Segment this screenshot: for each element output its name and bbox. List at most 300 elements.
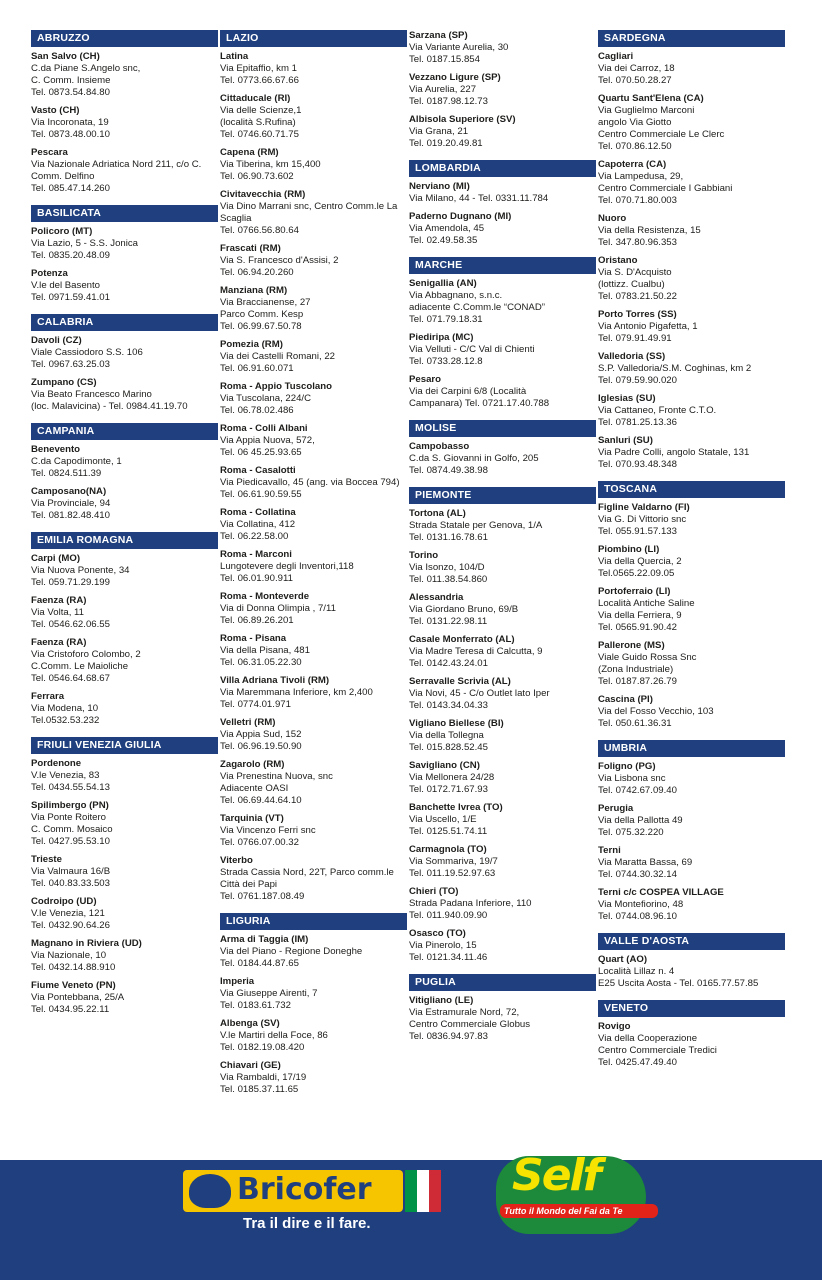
- store-detail: Tel. 06.89.26.201: [220, 615, 294, 626]
- store-detail: Strada Cassia Nord, 22T, Parco comm.le: [220, 867, 394, 878]
- store-name: Zagarolo (RM): [220, 759, 285, 770]
- store-detail: Via Dino Marrani snc, Centro Comm.le La: [220, 201, 398, 212]
- store-name: Carmagnola (TO): [409, 844, 487, 855]
- store-detail: Tel. 0142.43.24.01: [409, 658, 488, 669]
- store-entry: [409, 278, 596, 326]
- bricofer-logo: [183, 1170, 441, 1212]
- store-name: Perugia: [598, 803, 634, 814]
- store-detail: Via del Piano - Regione Doneghe: [220, 946, 363, 957]
- store-detail: Tel. 070.71.80.003: [598, 195, 677, 206]
- store-detail: V.le del Basento: [31, 280, 100, 291]
- store-entry: [409, 760, 596, 796]
- store-entry: [31, 938, 218, 974]
- store-detail: Tel. 0967.63.25.03: [31, 359, 110, 370]
- store-detail: Parco Comm. Kesp: [220, 309, 304, 320]
- store-detail: Strada Padana Inferiore, 110: [409, 898, 532, 909]
- bricofer-logo-box: [183, 1170, 403, 1212]
- store-detail: Via Lisbona snc: [598, 773, 666, 784]
- store-entry: [220, 934, 407, 970]
- store-entry: [220, 633, 407, 669]
- store-detail: Tel. 0131.16.78.61: [409, 532, 488, 543]
- store-detail: Tel. 079.91.49.91: [598, 333, 672, 344]
- region-block: [31, 532, 218, 727]
- store-entry: [409, 592, 596, 628]
- store-detail: E25 Uscita Aosta - Tel. 0165.77.57.85: [598, 978, 759, 989]
- store-entry: [598, 803, 785, 839]
- store-entry: [598, 435, 785, 471]
- store-detail: Tel. 0187.87.26.79: [598, 676, 677, 687]
- store-detail: Località Antiche Saline: [598, 598, 695, 609]
- store-detail: Tel. 0761.187.08.49: [220, 891, 305, 902]
- store-detail: Tel. 06.78.02.486: [220, 405, 294, 416]
- store-detail: C. Comm. Mosaico: [31, 824, 113, 835]
- store-name: Viterbo: [220, 855, 253, 866]
- store-detail: Tel. 0744.08.96.10: [598, 911, 677, 922]
- store-name: Albenga (SV): [220, 1018, 280, 1029]
- store-detail: Tel. 0783.21.50.22: [598, 291, 677, 302]
- store-detail: Via delle Scienze,1: [220, 105, 302, 116]
- store-name: Chieri (TO): [409, 886, 459, 897]
- store-detail: Città dei Papi: [220, 879, 278, 890]
- store-entry: [220, 381, 407, 417]
- region-block: [220, 913, 407, 1096]
- store-name: Vasto (CH): [31, 105, 80, 116]
- store-detail: C.da Piane S.Angelo snc,: [31, 63, 141, 74]
- region-block: [598, 740, 785, 923]
- store-entry: [598, 1021, 785, 1069]
- store-name: Frascati (RM): [220, 243, 281, 254]
- store-detail: Via Rambaldi, 17/19: [220, 1072, 307, 1083]
- store-entry: [220, 423, 407, 459]
- store-entry: [31, 896, 218, 932]
- store-name: Torino: [409, 550, 439, 561]
- store-name: Tarquinia (VT): [220, 813, 284, 824]
- elephant-icon: [189, 1174, 231, 1208]
- store-detail: Tel. 06.22.58.00: [220, 531, 289, 542]
- store-name: Zumpano (CS): [31, 377, 97, 388]
- store-detail: V.le Venezia, 121: [31, 908, 105, 919]
- region-header: LAZIO: [220, 30, 407, 47]
- store-detail: Lungotevere degli Inventori,118: [220, 561, 354, 572]
- store-detail: Via Milano, 44 - Tel. 0331.11.784: [409, 193, 549, 204]
- region-header: CALABRIA: [31, 314, 218, 331]
- store-detail: Tel. 0187.15.854: [409, 54, 480, 65]
- store-entry: [31, 637, 218, 685]
- store-name: Albisola Superiore (SV): [409, 114, 516, 125]
- store-entry: [220, 93, 407, 141]
- store-entry: [409, 844, 596, 880]
- store-name: Foligno (PG): [598, 761, 656, 772]
- store-entry: [220, 549, 407, 585]
- store-detail: C. Comm. Insieme: [31, 75, 111, 86]
- store-entry: [409, 928, 596, 964]
- italian-flag-icon: [405, 1170, 441, 1212]
- store-detail: Tel. 0781.25.13.36: [598, 417, 677, 428]
- store-detail: Centro Commerciale Le Clerc: [598, 129, 725, 140]
- store-detail: Via Madre Teresa di Calcutta, 9: [409, 646, 543, 657]
- store-name: Vigliano Biellese (BI): [409, 718, 504, 729]
- store-detail: Tel. 06.69.44.64.10: [220, 795, 302, 806]
- store-detail: Via di Donna Olimpia , 7/11: [220, 603, 336, 614]
- store-name: Nerviano (MI): [409, 181, 470, 192]
- store-entry: [220, 465, 407, 501]
- store-entry: [31, 758, 218, 794]
- store-entry: [220, 855, 407, 903]
- store-name: Spilimbergo (PN): [31, 800, 109, 811]
- store-detail: (Zona Industriale): [598, 664, 674, 675]
- store-entry: [409, 332, 596, 368]
- store-detail: C.da Capodimonte, 1: [31, 456, 122, 467]
- store-detail: Via della Cooperazione: [598, 1033, 698, 1044]
- store-detail: Tel. 347.80.96.353: [598, 237, 677, 248]
- store-detail: Via Epitaffio, km 1: [220, 63, 297, 74]
- store-name: Cittaducale (RI): [220, 93, 291, 104]
- store-detail: Via Beato Francesco Marino: [31, 389, 152, 400]
- store-detail: Tel. 06.61.90.59.55: [220, 489, 302, 500]
- store-detail: Tel. 015.828.52.45: [409, 742, 488, 753]
- store-detail: Via Ponte Roitero: [31, 812, 107, 823]
- store-name: Roma - Appio Tuscolano: [220, 381, 332, 392]
- column-3: [409, 30, 596, 1053]
- store-name: Terni c/c COSPEA VILLAGE: [598, 887, 724, 898]
- store-detail: Via dei Carpini 6/8 (Località: [409, 386, 527, 397]
- store-detail: C.Comm. Le Maioliche: [31, 661, 129, 672]
- store-name: Portoferraio (LI): [598, 586, 671, 597]
- store-detail: Via Pinerolo, 15: [409, 940, 477, 951]
- region-block: [598, 933, 785, 990]
- store-name: Capoterra (CA): [598, 159, 667, 170]
- store-name: Pallerone (MS): [598, 640, 665, 651]
- region-block: [409, 487, 596, 964]
- store-entry: [598, 845, 785, 881]
- store-entry: [31, 268, 218, 304]
- store-entry: [598, 586, 785, 634]
- store-entry: [220, 147, 407, 183]
- store-detail: Tel. 011.19.52.97.63: [409, 868, 496, 879]
- store-name: Quartu Sant'Elena (CA): [598, 93, 704, 104]
- store-detail: Tel. 0185.37.11.65: [220, 1084, 299, 1095]
- self-logo-word: Self: [512, 1150, 600, 1201]
- store-detail: Tel. 055.91.57.133: [598, 526, 677, 537]
- store-name: Roma - Collatina: [220, 507, 296, 518]
- store-entry: [409, 718, 596, 754]
- store-detail: Via Mellonera 24/28: [409, 772, 495, 783]
- store-entry: [598, 159, 785, 207]
- store-detail: Tel. 0182.19.08.420: [220, 1042, 305, 1053]
- store-detail: Via Montefiorino, 48: [598, 899, 684, 910]
- store-detail: Via Sommariva, 19/7: [409, 856, 498, 867]
- store-name: Vezzano Ligure (SP): [409, 72, 501, 83]
- store-name: Cagliari: [598, 51, 634, 62]
- store-detail: Via Antonio Pigafetta, 1: [598, 321, 698, 332]
- store-detail: Tel. 075.32.220: [598, 827, 664, 838]
- store-name: Terni: [598, 845, 621, 856]
- store-entry: [31, 51, 218, 99]
- store-name: Savigliano (CN): [409, 760, 480, 771]
- store-detail: Tel. 040.83.33.503: [31, 878, 110, 889]
- store-entry: [31, 800, 218, 848]
- store-name: Nuoro: [598, 213, 627, 224]
- store-name: Rovigo: [598, 1021, 631, 1032]
- store-detail: Tel. 0143.34.04.33: [409, 700, 488, 711]
- store-entry: [220, 1018, 407, 1054]
- store-detail: Via Pontebbana, 25/A: [31, 992, 125, 1003]
- store-name: Piediripa (MC): [409, 332, 474, 343]
- store-detail: Via Maremmana Inferiore, km 2,400: [220, 687, 373, 698]
- store-detail: Via Giuseppe Airenti, 7: [220, 988, 318, 999]
- store-detail: Via Velluti - C/C Val di Chienti: [409, 344, 535, 355]
- store-entry: [220, 717, 407, 753]
- store-detail: Via Cattaneo, Fronte C.T.O.: [598, 405, 717, 416]
- store-name: Faenza (RA): [31, 595, 87, 606]
- store-name: Roma - Colli Albani: [220, 423, 308, 434]
- store-entry: [220, 759, 407, 807]
- store-entry: [409, 886, 596, 922]
- store-detail: Tel.0565.22.09.05: [598, 568, 675, 579]
- store-name: Imperia: [220, 976, 255, 987]
- store-name: Potenza: [31, 268, 68, 279]
- store-detail: Via della Quercia, 2: [598, 556, 682, 567]
- store-entry: [409, 995, 596, 1043]
- store-detail: Centro Commerciale Tredici: [598, 1045, 717, 1056]
- store-detail: V.le Venezia, 83: [31, 770, 100, 781]
- store-entry: [598, 93, 785, 153]
- region-header: BASILICATA: [31, 205, 218, 222]
- store-name: Roma - Casalotti: [220, 465, 296, 476]
- store-name: Roma - Monteverde: [220, 591, 310, 602]
- store-entry: [220, 339, 407, 375]
- store-name: Roma - Marconi: [220, 549, 292, 560]
- store-name: Pescara: [31, 147, 68, 158]
- store-name: Alessandria: [409, 592, 464, 603]
- store-name: Benevento: [31, 444, 81, 455]
- store-name: Carpi (MO): [31, 553, 81, 564]
- store-entry: [31, 691, 218, 727]
- store-detail: Tel. 0835.20.48.09: [31, 250, 110, 261]
- store-name: Civitavecchia (RM): [220, 189, 306, 200]
- region-block: [409, 420, 596, 477]
- tagline: Tra il dire e il fare.: [243, 1215, 371, 1232]
- store-detail: Centro Commerciale Globus: [409, 1019, 531, 1030]
- store-detail: Tel. 0742.67.09.40: [598, 785, 677, 796]
- store-entry: [598, 640, 785, 688]
- store-detail: Via Braccianense, 27: [220, 297, 311, 308]
- store-detail: Via Uscello, 1/E: [409, 814, 477, 825]
- store-detail: Tel. 0187.98.12.73: [409, 96, 488, 107]
- store-entry: [220, 51, 407, 87]
- store-detail: Via Appia Nuova, 572,: [220, 435, 315, 446]
- region-header: LOMBARDIA: [409, 160, 596, 177]
- store-entry: [220, 1060, 407, 1096]
- store-detail: Tel. 079.59.90.020: [598, 375, 677, 386]
- store-name: Codroipo (UD): [31, 896, 97, 907]
- store-detail: Tel. 059.71.29.199: [31, 577, 110, 588]
- region-block: [409, 30, 596, 150]
- store-detail: Via Estramurale Nord, 72,: [409, 1007, 520, 1018]
- column-2: [220, 30, 407, 1106]
- store-detail: Tel. 0427.95.53.10: [31, 836, 110, 847]
- store-detail: Tel. 06.91.60.071: [220, 363, 294, 374]
- store-name: Sarzana (SP): [409, 30, 468, 41]
- store-name: Paderno Dugnano (MI): [409, 211, 512, 222]
- store-name: Piombino (LI): [598, 544, 660, 555]
- store-entry: [31, 105, 218, 141]
- store-name: Capena (RM): [220, 147, 279, 158]
- store-entry: [31, 147, 218, 195]
- store-name: Ferrara: [31, 691, 65, 702]
- store-name: Fiume Veneto (PN): [31, 980, 116, 991]
- store-name: Tortona (AL): [409, 508, 466, 519]
- store-detail: Tel. 0425.47.49.40: [598, 1057, 677, 1068]
- store-name: Manziana (RM): [220, 285, 288, 296]
- store-name: Arma di Taggia (IM): [220, 934, 309, 945]
- store-detail: Via dei Carroz, 18: [598, 63, 675, 74]
- region-block: [31, 423, 218, 522]
- store-detail: Via Cristoforo Colombo, 2: [31, 649, 141, 660]
- store-detail: Tel. 0183.61.732: [220, 1000, 291, 1011]
- store-detail: Tel. 0565.91.90.42: [598, 622, 677, 633]
- store-name: Campobasso: [409, 441, 470, 452]
- store-entry: [409, 72, 596, 108]
- store-detail: Via Vincenzo Ferri snc: [220, 825, 316, 836]
- store-detail: Comm. Delfino: [31, 171, 95, 182]
- store-detail: Via dei Castelli Romani, 22: [220, 351, 336, 362]
- store-detail: Via Guglielmo Marconi: [598, 105, 695, 116]
- store-name: Casale Monferrato (AL): [409, 634, 515, 645]
- store-entry: [409, 550, 596, 586]
- store-detail: Via Giordano Bruno, 69/B: [409, 604, 519, 615]
- store-entry: [31, 444, 218, 480]
- store-detail: Tel. 0546.62.06.55: [31, 619, 110, 630]
- store-detail: Via Padre Colli, angolo Statale, 131: [598, 447, 750, 458]
- store-detail: Via G. Di Vittorio snc: [598, 514, 687, 525]
- store-detail: Tel. 06.96.19.50.90: [220, 741, 302, 752]
- store-name: Cascina (PI): [598, 694, 653, 705]
- store-detail: Tel. 050.61.36.31: [598, 718, 672, 729]
- store-name: Figline Valdarno (FI): [598, 502, 690, 513]
- store-entry: [598, 887, 785, 923]
- region-block: [409, 160, 596, 247]
- store-entry: [31, 980, 218, 1016]
- bricofer-brand: Bricofer: [237, 1172, 372, 1207]
- store-entry: [31, 226, 218, 262]
- store-detail: adiacente C.Comm.le “CONAD”: [409, 302, 545, 313]
- store-detail: Tel. 0971.59.41.01: [31, 292, 110, 303]
- region-header: SARDEGNA: [598, 30, 785, 47]
- store-name: Camposano(NA): [31, 486, 107, 497]
- store-name: Policoro (MT): [31, 226, 93, 237]
- store-detail: Via Collatina, 412: [220, 519, 296, 530]
- store-detail: Tel. 081.82.48.410: [31, 510, 110, 521]
- store-detail: Tel. 0824.511.39: [31, 468, 102, 479]
- store-detail: Tel. 0172.71.67.93: [409, 784, 488, 795]
- store-detail: Tel. 0873.54.84.80: [31, 87, 110, 98]
- region-header: EMILIA ROMAGNA: [31, 532, 218, 549]
- column-4: [598, 30, 785, 1079]
- store-entry: [220, 591, 407, 627]
- region-header: MARCHE: [409, 257, 596, 274]
- store-entry: [409, 181, 596, 205]
- store-detail: Via Nazionale Adriatica Nord 211, c/o C.: [31, 159, 202, 170]
- store-entry: [598, 351, 785, 387]
- store-entry: [409, 802, 596, 838]
- store-entry: [598, 255, 785, 303]
- store-detail: Tel. 06.94.20.260: [220, 267, 294, 278]
- store-detail: Tel. 070.86.12.50: [598, 141, 672, 152]
- region-block: [409, 974, 596, 1043]
- store-detail: Centro Commerciale I Gabbiani: [598, 183, 733, 194]
- store-entry: [598, 51, 785, 87]
- store-detail: Tel. 070.93.48.348: [598, 459, 677, 470]
- store-detail: Viale Guido Rossa Snc: [598, 652, 697, 663]
- store-detail: Tel. 011.38.54.860: [409, 574, 488, 585]
- store-name: Oristano: [598, 255, 638, 266]
- self-logo: [496, 1148, 646, 1236]
- store-detail: Strada Statale per Genova, 1/A: [409, 520, 543, 531]
- store-detail: Via Lazio, 5 - S.S. Jonica: [31, 238, 139, 249]
- store-detail: Campanara) Tel. 0721.17.40.788: [409, 398, 550, 409]
- store-detail: Via della Pallotta 49: [598, 815, 683, 826]
- store-entry: [409, 634, 596, 670]
- store-detail: Via Nazionale, 10: [31, 950, 107, 961]
- store-detail: Tel. 06 45.25.93.65: [220, 447, 302, 458]
- store-name: San Salvo (CH): [31, 51, 100, 62]
- store-detail: Via Volta, 11: [31, 607, 84, 618]
- region-header: TOSCANA: [598, 481, 785, 498]
- store-detail: Via Amendola, 45: [409, 223, 485, 234]
- store-entry: [409, 508, 596, 544]
- store-detail: Tel. 0874.49.38.98: [409, 465, 488, 476]
- store-detail: Via Novi, 45 - C/o Outlet lato Iper: [409, 688, 550, 699]
- region-block: [598, 1000, 785, 1069]
- store-detail: Tel. 071.79.18.31: [409, 314, 483, 325]
- store-detail: Via S. Francesco d'Assisi, 2: [220, 255, 339, 266]
- store-entry: [409, 211, 596, 247]
- region-block: [31, 737, 218, 1016]
- store-name: Magnano in Riviera (UD): [31, 938, 142, 949]
- store-detail: Tel. 019.20.49.81: [409, 138, 483, 149]
- store-detail: Via della Pisana, 481: [220, 645, 310, 656]
- region-header: VENETO: [598, 1000, 785, 1017]
- store-detail: S.P. Valledoria/S.M. Coghinas, km 2: [598, 363, 752, 374]
- store-detail: Via Prenestina Nuova, snc: [220, 771, 333, 782]
- store-detail: Scaglia: [220, 213, 252, 224]
- store-detail: Tel. 06.31.05.22.30: [220, 657, 302, 668]
- store-detail: C.da S. Giovanni in Golfo, 205: [409, 453, 539, 464]
- store-detail: Via Modena, 10: [31, 703, 99, 714]
- store-detail: (località S.Rufina): [220, 117, 296, 128]
- store-name: Villa Adriana Tivoli (RM): [220, 675, 330, 686]
- store-name: Latina: [220, 51, 249, 62]
- store-entry: [598, 761, 785, 797]
- store-detail: Via della Ferriera, 9: [598, 610, 682, 621]
- store-entry: [598, 393, 785, 429]
- region-block: [220, 30, 407, 903]
- store-entry: [31, 335, 218, 371]
- store-entry: [220, 813, 407, 849]
- store-detail: (loc. Malavicina) - Tel. 0984.41.19.70: [31, 401, 188, 412]
- store-entry: [598, 213, 785, 249]
- store-entry: [409, 30, 596, 66]
- region-block: [409, 257, 596, 410]
- store-detail: Tel. 02.49.58.35: [409, 235, 478, 246]
- store-detail: Via Incoronata, 19: [31, 117, 109, 128]
- store-detail: Tel. 0434.55.54.13: [31, 782, 110, 793]
- store-entry: [220, 285, 407, 333]
- store-detail: Tel. 0766.07.00.32: [220, 837, 299, 848]
- store-name: Serravalle Scrivia (AL): [409, 676, 511, 687]
- self-claim: Tutto il Mondo del Fai da Te: [500, 1204, 658, 1218]
